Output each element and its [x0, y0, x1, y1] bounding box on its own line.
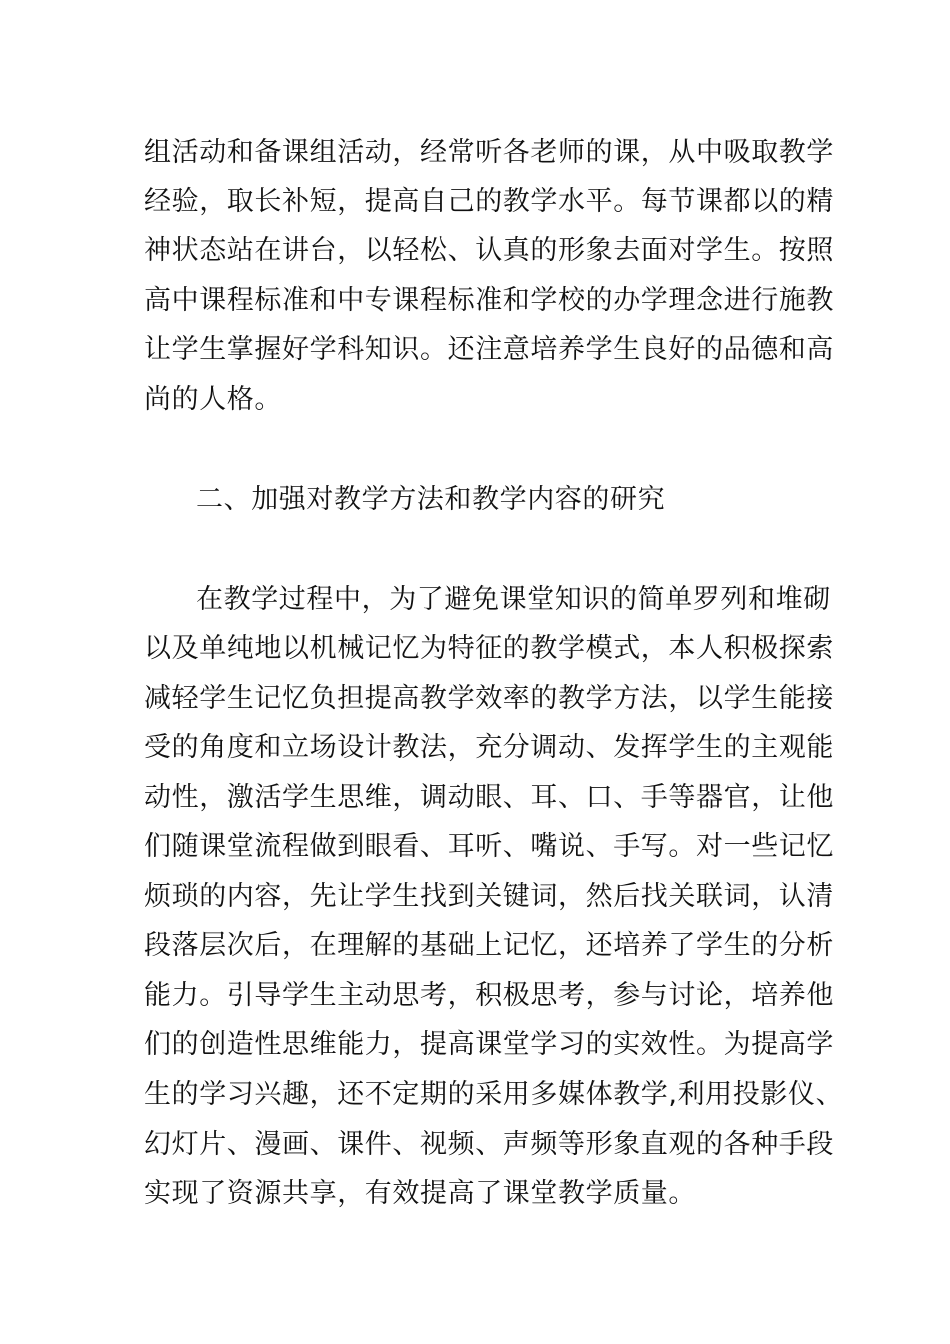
paragraph-line: 神状态站在讲台，以轻松、认真的形象去面对学生。按照: [144, 235, 834, 266]
paragraph-line: 尚的人格。: [144, 384, 282, 415]
paragraph-line: 受的角度和立场设计教法，充分调动、发挥学生的主观能: [144, 732, 834, 763]
paragraph-line: 能力。引导学生主动思考，积极思考，参与讨论，培养他: [144, 980, 834, 1011]
paragraph-line: 组活动和备课组活动，经常听各老师的课，从中吸取教学: [144, 137, 834, 168]
paragraph-line: 们随课堂流程做到眼看、耳听、嘴说、手写。对一些记忆: [144, 831, 834, 862]
paragraph-line: 在教学过程中，为了避免课堂知识的简单罗列和堆砌: [196, 584, 831, 615]
paragraph-line: 高中课程标准和中专课程标准和学校的办学理念进行施教: [144, 285, 834, 316]
paragraph-line: 实现了资源共享，有效提高了课堂教学质量。: [144, 1178, 696, 1209]
paragraph-line: 让学生掌握好学科知识。还注意培养学生良好的品德和高: [144, 334, 834, 365]
paragraph-line: 幻灯片、漫画、课件、视频、声频等形象直观的各种手段: [144, 1129, 834, 1160]
paragraph-line: 减轻学生记忆负担提高教学效率的教学方法，以学生能接: [144, 683, 834, 714]
paragraph-line: 经验，取长补短，提高自己的教学水平。每节课都以的精: [144, 186, 834, 217]
section-heading: 二、加强对教学方法和教学内容的研究: [196, 484, 666, 515]
paragraph-line: 以及单纯地以机械记忆为特征的教学模式，本人积极探索: [144, 633, 834, 664]
paragraph-line: 生的学习兴趣，还不定期的采用多媒体教学,利用投影仪、: [144, 1079, 844, 1110]
paragraph-line: 动性，激活学生思维，调动眼、耳、口、手等器官，让他: [144, 782, 834, 813]
paragraph-line: 们的创造性思维能力，提高课堂学习的实效性。为提高学: [144, 1029, 834, 1060]
paragraph-line: 段落层次后，在理解的基础上记忆，还培养了学生的分析: [144, 930, 834, 961]
paragraph-line: 烦琐的内容，先让学生找到关键词，然后找关联词，认清: [144, 881, 834, 912]
